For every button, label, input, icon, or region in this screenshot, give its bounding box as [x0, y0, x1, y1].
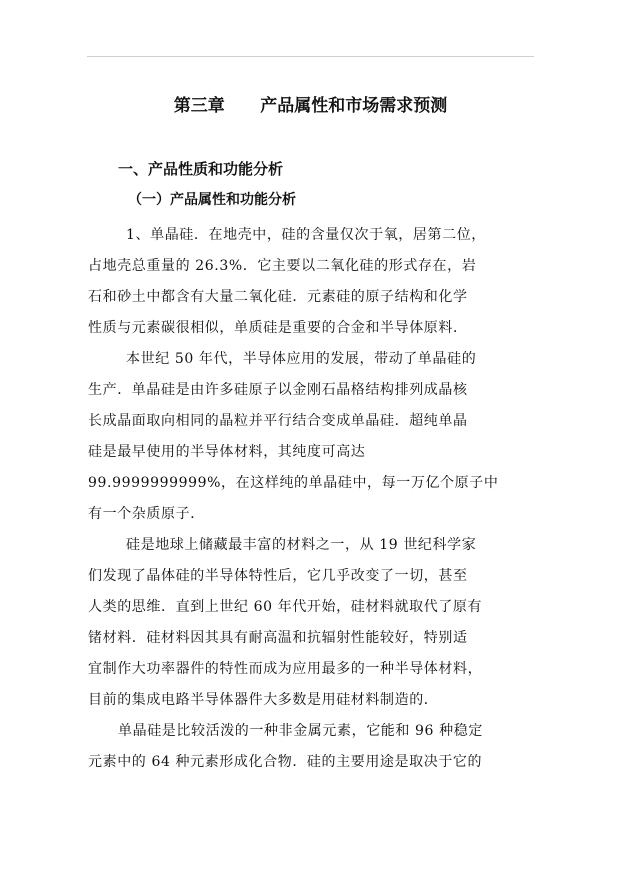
text-line: 目前的集成电路半导体器件大多数是用硅材料制造的． [88, 692, 439, 708]
text-line: 人类的思维．直到上世纪 60 年代开始，硅材料就取代了原有 [88, 599, 483, 615]
text-line: 有一个杂质原子． [88, 506, 205, 522]
text-line: 宜制作大功率器件的特性而成为应用最多的一种半导体材料， [88, 661, 483, 677]
paragraph-semiconductor-history [88, 349, 538, 535]
chapter-title: 第三章 产品属性和市场需求预测 [173, 96, 448, 116]
section-title: 一、产品性质和功能分析 [118, 160, 284, 178]
text-line: 们发现了晶体硅的半导体特性后，它几乎改变了一切，甚至 [88, 568, 468, 584]
paragraph-single-crystal-silicon [88, 225, 538, 349]
paragraph-silicon-material [88, 535, 538, 721]
text-line: 生产．单晶硅是由许多硅原子以金刚石晶格结构排列成晶核 [88, 382, 468, 398]
text-line: 单晶硅是比较活泼的一种非金属元素，它能和 96 种稳定 [118, 723, 483, 739]
text-line: 硅是最早使用的半导体材料，其纯度可高达 [88, 444, 366, 460]
text-line: 性质与元素碳很相似，单质硅是重要的合金和半导体原料． [88, 320, 468, 336]
text-line: 锗材料．硅材料因其具有耐高温和抗辐射性能较好，特别适 [88, 630, 468, 646]
text-line: 石和砂土中都含有大量二氧化硅．元素硅的原子结构和化学 [88, 289, 468, 305]
text-line: 99.9999999999%，在这样纯的单晶硅中，每一万亿个原子中 [88, 475, 499, 491]
subsection-title: （一）产品属性和功能分析 [128, 192, 296, 208]
header-rule [87, 56, 534, 57]
body-text [88, 225, 538, 783]
text-line: 元素中的 64 种元素形成化合物．硅的主要用途是取决于它的 [88, 754, 483, 770]
text-line: 1、单晶硅．在地壳中，硅的含量仅次于氧，居第二位， [126, 227, 486, 243]
text-line: 本世纪 50 年代，半导体应用的发展，带动了单晶硅的 [126, 351, 477, 367]
text-line: 长成晶面取向相同的晶粒并平行结合变成单晶硅．超纯单晶 [88, 413, 468, 429]
text-line: 硅是地球上储藏最丰富的材料之一，从 19 世纪科学家 [126, 537, 477, 553]
paragraph-silicon-compounds [88, 721, 538, 783]
text-line: 占地壳总重量的 26.3%．它主要以二氧化硅的形式存在，岩 [88, 258, 477, 274]
